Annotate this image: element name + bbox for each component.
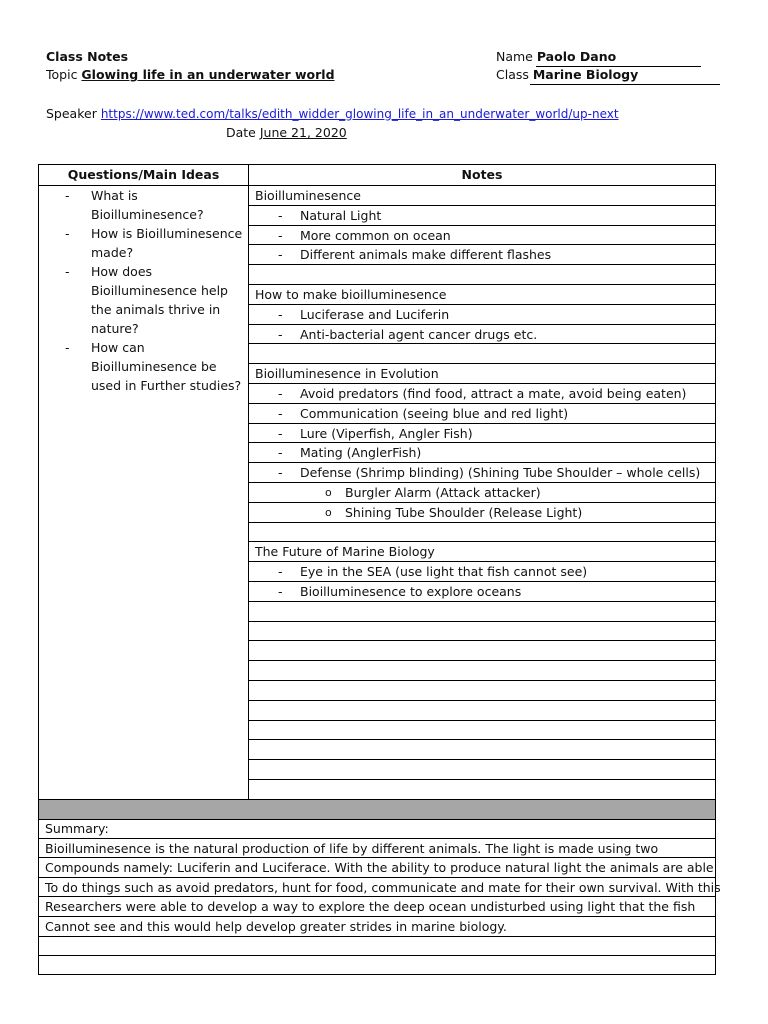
question-dash: -: [65, 188, 70, 203]
notes-row-divider: [248, 720, 715, 721]
class-line: [496, 67, 638, 82]
notes-subitem: Shining Tube Shoulder (Release Light): [345, 505, 583, 520]
notes-dash: -: [278, 386, 283, 401]
notes-dash: -: [278, 208, 283, 223]
question-text: Bioilluminesence be: [91, 359, 217, 374]
summary-separator-band: [39, 799, 715, 820]
question-text: nature?: [91, 321, 139, 336]
question-dash: -: [65, 340, 70, 355]
summary-text-line: Bioilluminesence is the natural production of life by different animals. The light is made using two: [45, 841, 659, 856]
notes-item: Bioilluminesence to explore oceans: [300, 584, 522, 599]
summary-text-line: Researchers were able to develop a way to explore the deep ocean undisturbed using light that the fish: [45, 899, 696, 914]
notes-dash: -: [278, 445, 283, 460]
question-text: used in Further studies?: [91, 378, 242, 393]
notes-heading: Bioilluminesence in Evolution: [255, 366, 439, 381]
notes-item: Different animals make different flashes: [300, 247, 552, 262]
notes-dash: -: [278, 247, 283, 262]
circle-bullet-icon: o: [325, 506, 332, 519]
summary-row-divider: [39, 936, 715, 937]
speaker-link[interactable]: https://www.ted.com/talks/edith_widder_glowing_life_in_an_underwater_world/up-next: [100, 107, 619, 121]
questions-header: Questions/Main Ideas: [67, 167, 220, 182]
notes-dash: -: [278, 426, 283, 441]
speaker-line: [46, 106, 619, 121]
summary-label: Summary:: [45, 821, 109, 836]
summary-text-line: Cannot see and this would help develop greater strides in marine biology.: [45, 919, 507, 934]
notes-row-divider: [248, 680, 715, 681]
cornell-notes-table: [38, 164, 721, 975]
notes-dash: -: [278, 307, 283, 322]
summary-text-line: Compounds namely: Luciferin and Luciferace. With the ability to produce natural light the animals are able: [45, 860, 714, 875]
notes-heading: How to make bioilluminesence: [255, 287, 447, 302]
notes-item: Avoid predators (find food, attract a mate, avoid being eaten): [300, 386, 687, 401]
question-text: How can: [91, 340, 145, 355]
notes-item: Luciferase and Luciferin: [300, 307, 450, 322]
circle-bullet-icon: o: [325, 486, 332, 499]
question-dash: -: [65, 264, 70, 279]
notes-heading: The Future of Marine Biology: [255, 544, 435, 559]
question-text: made?: [91, 245, 134, 260]
notes-row-divider: [248, 779, 715, 780]
notes-header: Notes: [461, 167, 503, 182]
notes-item: Mating (AnglerFish): [300, 445, 422, 460]
speaker-label: Speaker: [46, 106, 101, 121]
notes-row-divider: [248, 621, 715, 622]
notes-row-divider: [248, 264, 715, 265]
notes-item: Natural Light: [300, 208, 382, 223]
notes-dash: -: [278, 406, 283, 421]
summary-row-divider: [39, 955, 715, 956]
notes-dash: -: [278, 327, 283, 342]
notes-item: More common on ocean: [300, 228, 451, 243]
date-label: Date: [226, 125, 260, 140]
header-divider: [39, 185, 715, 186]
notes-dash: -: [278, 564, 283, 579]
question-text: How does: [91, 264, 153, 279]
notes-item: Defense (Shrimp blinding) (Shining Tube Shoulder – whole cells): [300, 465, 701, 480]
notes-item: Eye in the SEA (use light that fish cannot see): [300, 564, 588, 579]
name-line: [496, 49, 616, 64]
name-label: Name: [496, 49, 537, 64]
question-text: What is: [91, 188, 138, 203]
class-label: Class: [496, 67, 533, 82]
class-value: Marine Biology: [532, 67, 639, 82]
date-value: June 21, 2020: [259, 125, 347, 140]
notes-item: Anti-bacterial agent cancer drugs etc.: [300, 327, 538, 342]
summary-text-line: To do things such as avoid predators, hunt for food, communicate and mate for their own survival. With this: [45, 880, 721, 895]
question-text: the animals thrive in: [91, 302, 221, 317]
notes-dash: -: [278, 584, 283, 599]
notes-heading: Bioilluminesence: [255, 188, 361, 203]
class-notes-title: Class Notes: [46, 49, 129, 64]
date-line: [226, 125, 347, 140]
topic-line: [46, 67, 335, 82]
notes-row-divider: [248, 640, 715, 641]
notes-row-divider: [248, 601, 715, 602]
notes-row-divider: [248, 759, 715, 760]
notes-dash: -: [278, 228, 283, 243]
topic-value: Glowing life in an underwater world: [81, 67, 335, 82]
name-value: Paolo Dano: [536, 49, 617, 64]
notes-item: Lure (Viperfish, Angler Fish): [300, 426, 473, 441]
question-text: Bioilluminesence help: [91, 283, 228, 298]
notes-row-divider: [248, 343, 715, 344]
topic-label: Topic: [46, 67, 82, 82]
notes-dash: -: [278, 465, 283, 480]
question-text: Bioilluminesence?: [91, 207, 204, 222]
question-text: How is Bioilluminesence: [91, 226, 243, 241]
notes-row-divider: [248, 660, 715, 661]
notes-item: Communication (seeing blue and red light): [300, 406, 569, 421]
notes-row-divider: [248, 739, 715, 740]
notes-row-divider: [248, 522, 715, 523]
notes-row-divider: [248, 700, 715, 701]
notes-subitem: Burgler Alarm (Attack attacker): [345, 485, 541, 500]
question-dash: -: [65, 226, 70, 241]
class-underline: [530, 84, 720, 85]
